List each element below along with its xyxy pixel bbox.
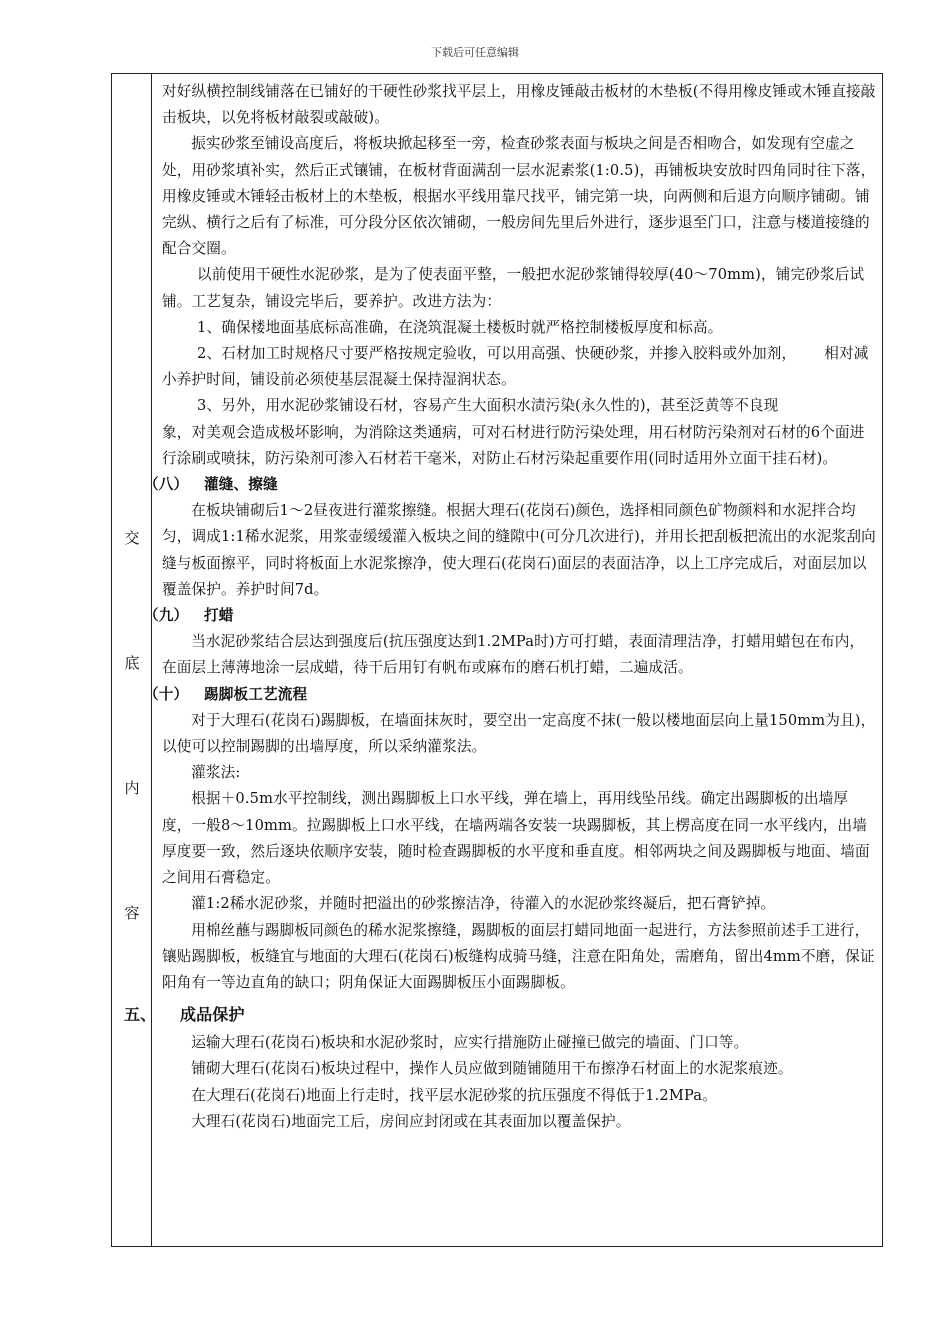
list-item bbox=[162, 393, 877, 472]
paragraph: 铺砌大理石(花岗石)板块过程中，操作人员应做到随铺随用干布擦净石材面上的水泥浆痕迹。 bbox=[191, 1060, 793, 1078]
label-char-3: 内 bbox=[124, 779, 140, 797]
section-title: 成品保护 bbox=[180, 1005, 245, 1025]
list-item-text: 相对减小养护时间，铺设前必须使基层混凝土保持湿润状态。 bbox=[162, 345, 869, 389]
paragraph: 以前使用干硬性水泥砂浆，是为了使表面平整，一般把水泥砂浆铺得较厚(40～70mm)，铺完砂浆后试铺。工艺复杂，铺设完毕后，要养护。改进方法为： bbox=[162, 266, 865, 310]
subsection-heading bbox=[144, 472, 877, 498]
subsection-heading bbox=[144, 603, 877, 629]
subsection-number: （八） bbox=[144, 476, 189, 494]
subsection-heading bbox=[144, 682, 877, 708]
paragraph: 对好纵横控制线铺落在已铺好的干硬性砂浆找平层上，用橡皮锤敲击板材的木垫板(不得用橡皮锤或木锤直接敲击板块，以免将板材敲裂或敲破)。 bbox=[162, 83, 876, 127]
label-column bbox=[112, 74, 152, 1246]
paragraph: 对于大理石(花岗石)踢脚板，在墙面抹灰时，要空出一定高度不抹(一般以楼地面层向上量150mm为且)，以使可以控制踢脚的出墙厚度，所以采纳灌浆法。 bbox=[162, 711, 876, 756]
subsection-title: 打蜡 bbox=[204, 607, 234, 625]
content-body bbox=[124, 79, 877, 1135]
paragraph: 在板块铺砌后1～2昼夜进行灌浆擦缝。根据大理石(花岗石)颜色，选择相同颜色矿物颜料和水泥拌合均匀，调成1:1稀水泥浆，用浆壶缓缓灌入板块之间的缝隙中(可分几次进行)，并用长把刮板把流出的水泥浆刮向缝与板面擦平，同时将板面上水泥浆擦净，使大理石(花岗石)面层的表面洁净，以上工序完成后，对面层加以覆盖保护。养护时间7d。 bbox=[162, 502, 876, 598]
subsection-title: 灌缝、擦缝 bbox=[204, 476, 278, 494]
list-item-text: 象，对美观会造成极坏影响，为消除这类通病，可对石材进行防污染处理，用石材防污染剂对石材的6个面进行涂刷或喷抹，防污染剂可渗入石材若干毫米，对防止石材污染起重要作用(同时适用外立面干挂石材)。 bbox=[162, 423, 865, 467]
paragraph: 灌浆法: bbox=[191, 764, 241, 782]
subsection-number: （九） bbox=[144, 607, 189, 625]
list-item bbox=[162, 341, 877, 393]
paragraph: 灌1:2稀水泥砂浆，并随时把溢出的砂浆擦洁净，待灌入的水泥砂浆终凝后，把石膏铲掉。 bbox=[191, 895, 776, 913]
paragraph: 当水泥砂浆结合层达到强度后(抗压强度达到1.2MPa时)方可打蜡，表面清理洁净，打蜡用蜡包在布内，在面层上薄薄地涂一层成蜡，待干后用钉有帆布或麻布的磨石机打蜡，二遍成活。 bbox=[162, 633, 865, 677]
paragraph: 在大理石(花岗石)地面上行走时，找平层水泥砂浆的抗压强度不得低于1.2MPa。 bbox=[191, 1086, 717, 1104]
section-number: 五、 bbox=[124, 1005, 157, 1025]
label-char-1: 交 bbox=[124, 529, 140, 547]
paragraph: 用棉丝蘸与踢脚板同颜色的稀水泥浆擦缝，踢脚板的面层打蜡同地面一起进行，方法参照前述手工进行，镶贴踢脚板，板缝宜与地面的大理石(花岗石)板缝构成骑马缝，注意在阳角处，需磨角，留出4mm不磨，保证阳角有一等边直角的缺口；阴角保证大面踢脚板压小面踢脚板。 bbox=[162, 921, 875, 991]
label-char-4: 容 bbox=[124, 904, 140, 922]
label-char-2: 底 bbox=[124, 654, 140, 672]
paragraph: 振实砂浆至铺设高度后，将板块掀起移至一旁，检查砂浆表面与板块之间是否相吻合，如发现有空虚之处，用砂浆填补实，然后正式镶铺，在板材背面满刮一层水泥素浆(1:0.5)，再铺板块安放时四角同时往下落，用橡皮锤或木锤轻击板材上的木垫板，根据水平线用靠尺找平，铺完第一块，向两侧和后退方向顺序铺砌。铺完纵、横行之后有了标准，可分段分区依次铺砌，一般房间先里后外进行，逐步退至门口，注意与楼道接缝的配合交圈。 bbox=[162, 135, 876, 258]
list-item-text: 3、另外，用水泥砂浆铺设石材，容易产生大面积水渍污染(永久性的)，甚至泛黄等不良现 bbox=[197, 397, 779, 415]
list-item-text: 2、石材加工时规格尺寸要严格按规定验收，可以用高强、快硬砂浆，并掺入胶料或外加剂， bbox=[197, 345, 797, 363]
paragraph: 运输大理石(花岗石)板块和水泥砂浆时，应实行措施防止碰撞已做完的墙面、门口等。 bbox=[191, 1034, 749, 1052]
paragraph: 大理石(花岗石)地面完工后，房间应封闭或在其表面加以覆盖保护。 bbox=[191, 1112, 631, 1130]
section-heading bbox=[124, 1000, 877, 1030]
header-note: 下载后可任意编辑 bbox=[431, 46, 519, 59]
subsection-number: （十） bbox=[144, 685, 189, 703]
subsection-title: 踢脚板工艺流程 bbox=[204, 685, 308, 703]
handover-table bbox=[111, 73, 883, 1247]
list-item: 1、确保楼地面基底标高准确，在浇筑混凝土楼板时就严格控制楼板厚度和标高。 bbox=[197, 318, 723, 336]
paragraph: 根据＋0.5m水平控制线，测出踢脚板上口水平线，弹在墙上，再用线坠吊线。确定出踢脚板的出墙厚度，一般8～10mm。拉踢脚板上口水平线，在墙两端各安装一块踢脚板，其上楞高度在同一水平线内，出墙厚度要一致，然后逐块依顺序安装，随时检查踢脚板的水平度和垂直度。相邻两块之间及踢脚板与地面、墙面之间用石膏稳定。 bbox=[162, 790, 870, 887]
